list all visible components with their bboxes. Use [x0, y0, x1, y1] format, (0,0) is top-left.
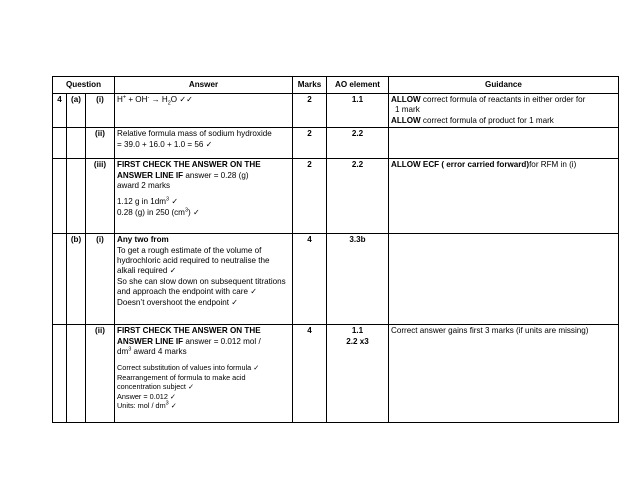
ao-element-cell: 1.1 2.2 x3 — [327, 325, 389, 423]
table-row — [53, 159, 619, 234]
ao-element-cell: 1.1 — [327, 94, 389, 128]
header-answer: Answer — [115, 77, 293, 94]
question-subpart: (ii) — [86, 325, 115, 423]
table-row — [53, 234, 619, 325]
header-guidance: Guidance — [389, 77, 619, 94]
table-row — [53, 128, 619, 159]
answer-cell: FIRST CHECK THE ANSWER ON THE ANSWER LINE IF answer = 0.012 mol / $dm^3$ award 4 marks Correct substitution of values into formula ✓ Rearrangement of formula to make acid concentration subject ✓ Answer = 0.012 ✓ Units: mol / $dm^3$ ✓ — [115, 325, 293, 423]
mark-scheme-table — [52, 76, 619, 423]
header-row — [53, 77, 619, 94]
header-marks: Marks — [293, 77, 327, 94]
answer-cell: Any two from To get a rough estimate of the volume of hydrochloric acid required to neutralise the alkali required ✓ So she can slow down on subsequent titrations and approach the endpoint with care ✓ Doesn’t overshoot the endpoint ✓ — [115, 234, 293, 325]
marks-cell: 2 — [293, 159, 327, 234]
ao-element-cell: 2.2 — [327, 128, 389, 159]
guidance-cell: ALLOW ECF ( error carried forward)for RFM in (i) — [389, 159, 619, 234]
ao-element-cell: 3.3b — [327, 234, 389, 325]
question-number: 4 — [53, 94, 67, 128]
marks-cell: 2 — [293, 94, 327, 128]
guidance-cell: Correct answer gains first 3 marks (if units are missing) — [389, 325, 619, 423]
table-row — [53, 94, 619, 128]
ao-element-cell: 2.2 — [327, 159, 389, 234]
question-subpart: (i) — [86, 234, 115, 325]
question-subpart: (i) — [86, 94, 115, 128]
answer-cell: Relative formula mass of sodium hydroxide = 39.0 + 16.0 + 1.0 = 56 ✓ — [115, 128, 293, 159]
question-part: (b) — [67, 234, 86, 325]
marks-cell: 4 — [293, 325, 327, 423]
header-ao-element: AO element — [327, 77, 389, 94]
question-subpart: (ii) — [86, 128, 115, 159]
question-subpart: (iii) — [86, 159, 115, 234]
header-question: Question — [53, 77, 115, 94]
question-part: (a) — [67, 94, 86, 128]
marks-cell: 2 — [293, 128, 327, 159]
marks-cell: 4 — [293, 234, 327, 325]
answer-cell: FIRST CHECK THE ANSWER ON THE ANSWER LINE IF answer = 0.28 (g) award 2 marks 1.12 g in $1dm^3$ ✓ 0.28 (g) in 250 $(cm^3)$ ✓ — [115, 159, 293, 234]
answer-cell: $H^+ + OH^- \to H_2O$ ✓✓ — [115, 94, 293, 128]
guidance-cell — [389, 128, 619, 159]
guidance-cell: ALLOW correct formula of reactants in either order for 1 mark ALLOW correct formula of product for 1 mark — [389, 94, 619, 128]
guidance-cell — [389, 234, 619, 325]
table-row — [53, 325, 619, 423]
